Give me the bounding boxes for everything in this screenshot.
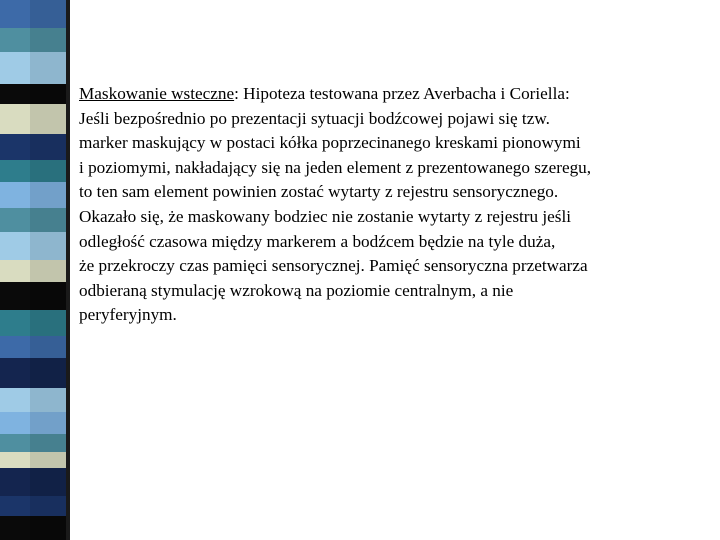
stripe-block-overlay — [30, 84, 66, 104]
stripe-block-overlay — [30, 496, 66, 516]
stripe-block-overlay — [30, 0, 66, 28]
slide-body-text — [79, 82, 699, 328]
decorative-stripe — [0, 0, 66, 540]
term-heading: Maskowanie wsteczne — [79, 84, 235, 103]
text-line: to ten sam element powinien zostać wytarty z rejestru sensorycznego. — [79, 182, 559, 202]
stripe-block-overlay — [30, 412, 66, 434]
stripe-block-overlay — [30, 104, 66, 134]
first-line — [79, 82, 699, 107]
stripe-block-overlay — [30, 388, 66, 412]
stripe-block-overlay — [30, 336, 66, 358]
stripe-block-overlay — [30, 310, 66, 336]
stripe-block-overlay — [30, 358, 66, 388]
stripe-block-overlay — [30, 160, 66, 182]
stripe-block-overlay — [30, 452, 66, 468]
text-line: odbieraną stymulację wzrokową na poziomie centralnym, a nie — [79, 280, 514, 300]
text-line: że przekroczy czas pamięci sensorycznej. Pamięć sensoryczna przetwarza — [79, 256, 588, 276]
stripe-block-overlay — [30, 134, 66, 160]
stripe-block-overlay — [30, 208, 66, 232]
stripe-block-overlay — [30, 260, 66, 282]
term-suffix: : Hipoteza testowana przez Averbacha i Coriella: — [234, 84, 570, 103]
text-line: Jeśli bezpośrednio po prezentacji sytuacji bodźcowej pojawi się tzw. — [79, 108, 550, 128]
stripe-block-overlay — [30, 434, 66, 452]
stripe-block-overlay — [30, 52, 66, 84]
stripe-shadow — [66, 0, 70, 540]
stripe-block-overlay — [30, 468, 66, 496]
stripe-block-overlay — [30, 232, 66, 260]
stripe-block-overlay — [30, 182, 66, 208]
text-line: Okazało się, że maskowany bodziec nie zostanie wytarty z rejestru jeśli — [79, 206, 572, 226]
stripe-block-overlay — [30, 28, 66, 52]
stripe-block-overlay — [30, 516, 66, 540]
stripe-block-overlay — [30, 282, 66, 310]
text-line: odległość czasowa między markerem a bodźcem będzie na tyle duża, — [79, 231, 556, 251]
text-line: marker maskujący w postaci kółka poprzecinanego kreskami pionowymi — [79, 133, 581, 153]
text-line: i poziomymi, nakładający się na jeden element z prezentowanego szeregu, — [79, 157, 592, 177]
text-line: peryferyjnym. — [79, 305, 177, 325]
